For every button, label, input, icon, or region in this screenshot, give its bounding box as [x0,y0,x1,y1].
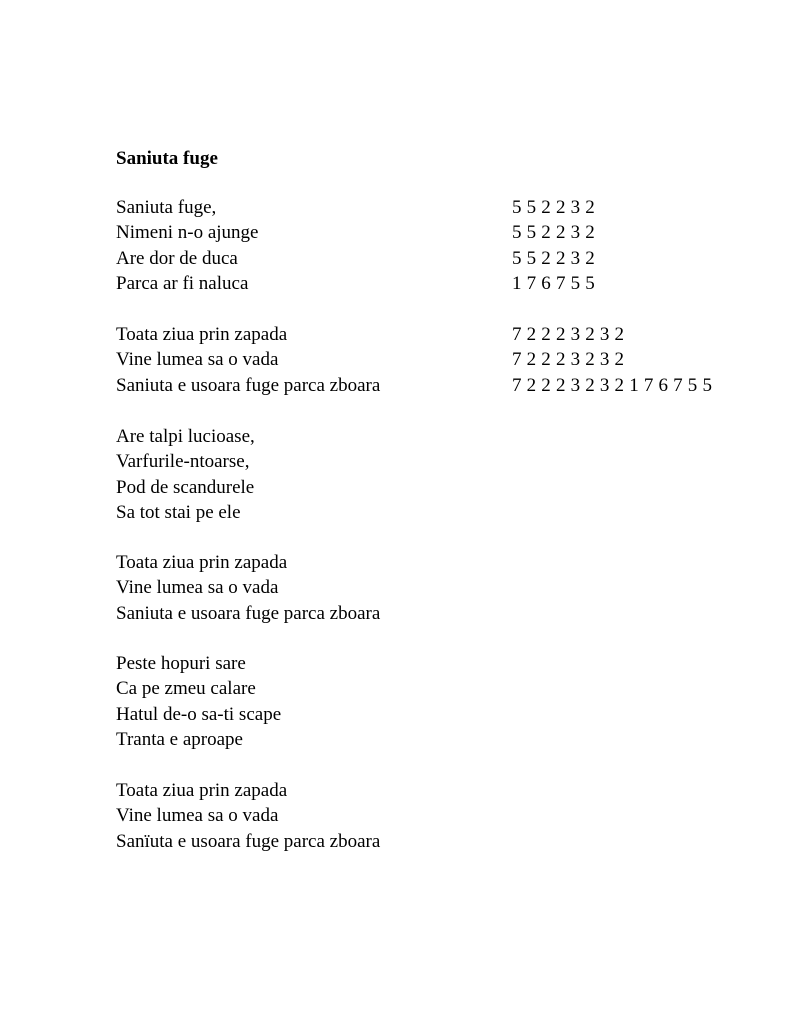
stanza-2-refrain [116,322,776,398]
lyric-text: Vine lumea sa o vada [116,349,279,371]
song-line [116,829,776,854]
note-numbers: 5 5 2 2 3 2 [512,197,595,218]
note-numbers: 5 5 2 2 3 2 [512,222,595,244]
note-numbers: 7 2 2 2 3 2 3 2 [512,324,625,345]
song-line [116,347,776,372]
lyric-text: Ca pe zmeu calare [116,678,256,700]
lyric-text: Toata ziua prin zapada [116,780,288,801]
song-line [116,475,776,500]
song-line [116,575,776,600]
song-line [116,803,776,828]
song-line [116,500,776,525]
song-line [116,550,776,575]
song-line [116,601,776,626]
song-line [116,449,776,474]
note-numbers: 1 7 6 7 5 5 [512,272,595,294]
lyric-text: Toata ziua prin zapada [116,324,288,345]
lyric-text: Saniuta e usoara fuge parca zboara [116,602,381,624]
lyric-text: Vine lumea sa o vada [116,805,279,827]
stanza-5 [116,651,776,752]
lyric-text: Pod de scandurele [116,476,255,498]
lyric-text: Saniuta fuge, [116,197,217,218]
song-line [116,373,776,398]
note-numbers: 5 5 2 2 3 2 [512,247,595,269]
lyric-text: Are dor de duca [116,247,238,269]
song-line [116,424,776,449]
song-line [116,322,776,347]
song-line [116,727,776,752]
stanza-4-refrain [116,550,776,626]
note-numbers: 7 2 2 2 3 2 3 2 1 7 6 7 5 5 [512,374,713,396]
song-line [116,195,776,220]
song-line [116,702,776,727]
lyric-text: Vine lumea sa o vada [116,577,279,599]
lyric-text: Sa tot stai pe ele [116,501,241,523]
lyric-text: Saniuta e usoara fuge parca zboara [116,374,381,396]
note-numbers: 7 2 2 2 3 2 3 2 [512,349,625,371]
lyric-text: Sanïuta e usoara fuge parca zboara [116,830,381,852]
song-line [116,676,776,701]
song-title: Saniuta fuge [116,148,218,169]
stanza-3 [116,424,776,525]
song-line [116,246,776,271]
lyric-text: Nimeni n-o ajunge [116,222,259,244]
song-line [116,651,776,676]
song-line [116,778,776,803]
stanza-6-refrain [116,778,776,854]
stanza-1 [116,195,776,296]
lyric-text: Hatul de-o sa-ti scape [116,703,282,725]
song-line [116,220,776,245]
lyric-text: Are talpi lucioase, [116,426,255,447]
lyric-text: Tranta e aproape [116,728,243,750]
lyric-text: Parca ar fi naluca [116,272,249,294]
lyric-text: Varfurile-ntoarse, [116,451,250,473]
lyric-text: Toata ziua prin zapada [116,552,288,573]
lyric-text: Peste hopuri sare [116,653,246,674]
song-line [116,271,776,296]
